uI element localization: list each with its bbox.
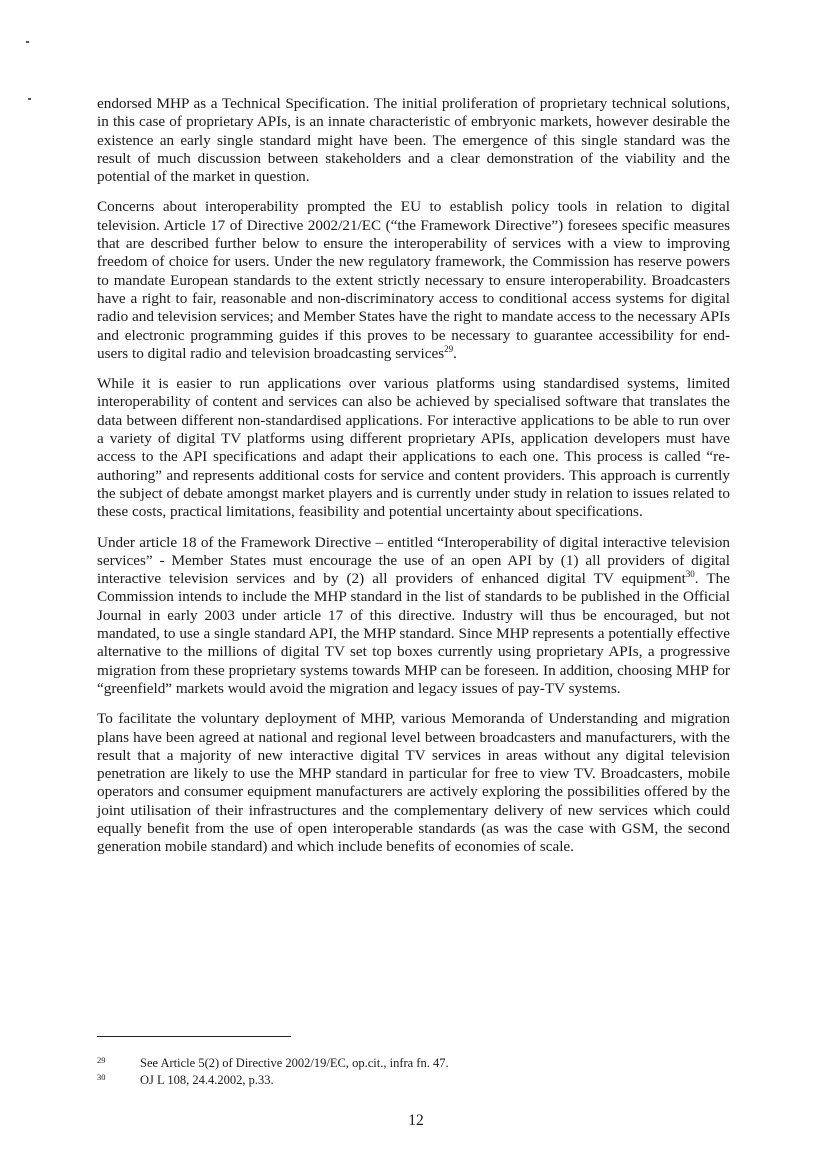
footnote-separator bbox=[97, 1036, 291, 1037]
scan-mark bbox=[28, 98, 31, 100]
paragraph-text: To facilitate the voluntary deployment of MHP, various Memoranda of Understanding and migration plans have been agreed at national and regional level between broadcasters and manufacturers, with the result that a majority of new interactive digital TV services in areas without any digital television penetration are likely to use the MHP standard in particular for free to view TV. Broadcasters, mobile operators and consumer equipment manufacturers are actively exploring the possibilities offered by the joint utilisation of their infrastructures and the complementary delivery of new services which could equally benefit from the use of open interoperable standards (as was the case with GSM, the second generation mobile standard) and which include benefits of economies of scale. bbox=[97, 710, 730, 856]
footnote-ref: 29 bbox=[444, 343, 454, 354]
footnote-number: 29 bbox=[97, 1055, 106, 1065]
footnote bbox=[97, 1072, 730, 1089]
paragraph-text: endorsed MHP as a Technical Specification. The initial proliferation of proprietary technical solutions, in this case of proprietary APIs, is an innate characteristic of embryonic markets, however desirable the existence an early single standard might have been. The emergence of this single standard was the result of much discussion between stakeholders and a clear demonstration of the viability and the potential of the market in question. bbox=[97, 95, 730, 186]
footnote-text: See Article 5(2) of Directive 2002/19/EC, op.cit., infra fn. 47. bbox=[140, 1056, 449, 1070]
paragraph-1 bbox=[97, 95, 730, 186]
paragraph-text-continued: . The Commission intends to include the MHP standard in the list of standards to be published in the Official Journal in early 2003 under article 17 of this directive. Industry will thus be encouraged, but not mandated, to use a single standard API, the MHP standard. Since MHP represents a potentially effective alternative to the millions of digital TV set top boxes currently using proprietary APIs, a progressive migration from these proprietary systems towards MHP can be foreseen. In addition, choosing MHP for “greenfield” markets would avoid the migration and legacy issues of pay-TV systems. bbox=[97, 570, 730, 697]
footnote-text: OJ L 108, 24.4.2002, p.33. bbox=[140, 1073, 274, 1087]
scan-mark bbox=[26, 41, 29, 43]
paragraph-2 bbox=[97, 198, 730, 363]
paragraph-text: Concerns about interoperability prompted the EU to establish policy tools in relation to digital television. Article 17 of Directive 2002/21/EC (“the Framework Directive”) foresees specific measures that are described further below to ensure the interoperability of services with a view to improving freedom of choice for users. Under the new regulatory framework, the Commission has reserve powers to mandate European standards to the extent strictly necessary to ensure interoperability. Broadcasters have a right to fair, reasonable and non-discriminatory access to conditional access systems for digital radio and television services; and Member States have the right to mandate access to the necessary APIs and electronic programming guides if this proves to be necessary to guarantee accessibility for end-users to digital radio and television broadcasting services bbox=[97, 198, 730, 362]
page-number: 12 bbox=[408, 1112, 424, 1129]
paragraph-text: Under article 18 of the Framework Directive – entitled “Interoperability of digital interactive television services” - Member States must encourage the use of an open API by (1) all providers of digital interactive television services and by (2) all providers of enhanced digital TV equipment bbox=[97, 533, 730, 588]
paragraph-text: While it is easier to run applications over various platforms using standardised systems, limited interoperability of content and services can also be achieved by specialised software that translates the data between different non-standardised applications. For interactive applications to be able to run over a variety of digital TV platforms using different proprietary APIs, application developers must have access to the API specifications and adapt their applications to each one. This process is called “re-authoring” and represents additional costs for service and content providers. This approach is currently the subject of debate amongst market players and is currently under study in relation to issues related to these costs, practical limitations, feasibility and potential uncertainty about specifications. bbox=[97, 375, 730, 521]
footnote bbox=[97, 1055, 730, 1072]
footnote-ref: 30 bbox=[685, 569, 695, 580]
footnote-number: 30 bbox=[97, 1072, 106, 1082]
paragraph-4 bbox=[97, 534, 730, 699]
footnotes bbox=[97, 1055, 730, 1089]
body-text bbox=[97, 95, 730, 869]
paragraph-5 bbox=[97, 710, 730, 856]
paragraph-text-continued: . bbox=[453, 344, 457, 362]
paragraph-3 bbox=[97, 375, 730, 521]
